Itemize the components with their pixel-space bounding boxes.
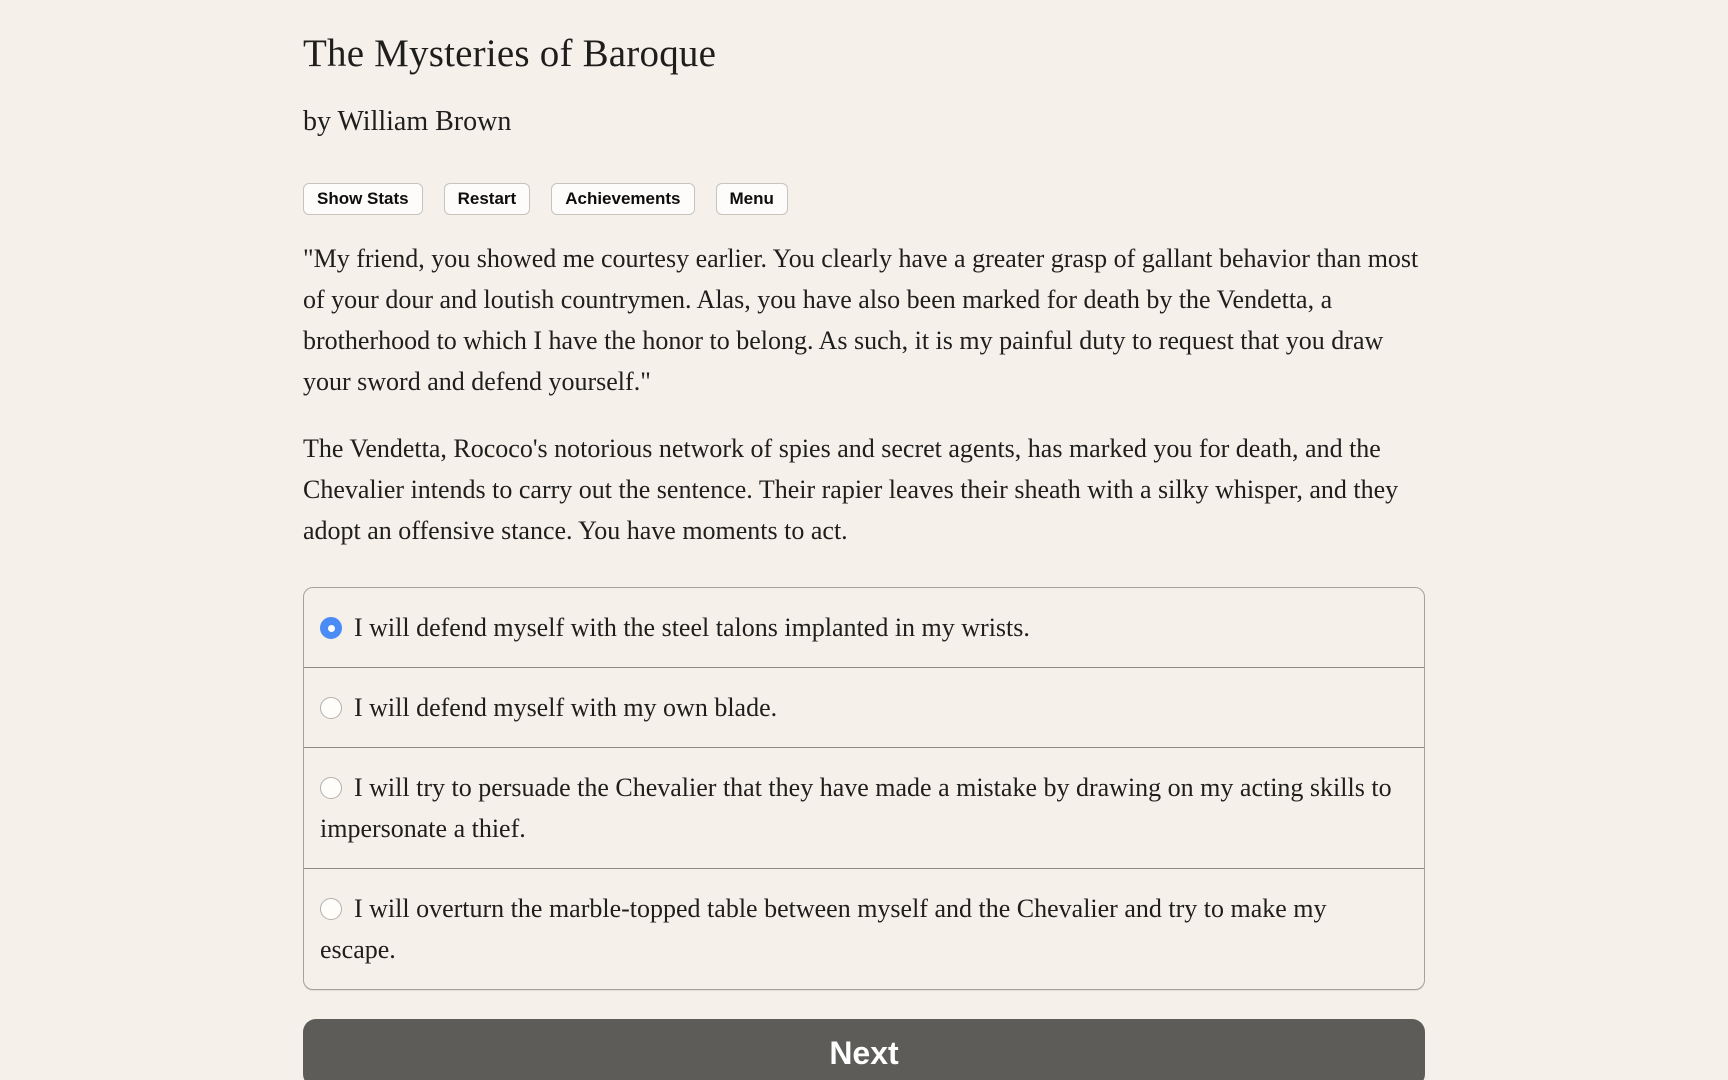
game-page	[303, 0, 1425, 1080]
story-paragraph: "My friend, you showed me courtesy earlier. You clearly have a greater grasp of gallant behavior than most of your dour and loutish countrymen. Alas, you have also been marked for death by the Vendetta, a brotherhood to which I have the honor to belong. As such, it is my painful duty to request that you draw your sword and defend yourself."	[303, 244, 1419, 396]
restart-button[interactable]: Restart	[444, 183, 531, 215]
choice-option-3[interactable]	[304, 868, 1424, 989]
menu-button[interactable]: Menu	[716, 183, 788, 215]
choice-option-2[interactable]	[304, 747, 1424, 868]
achievements-button[interactable]: Achievements	[551, 183, 694, 215]
story-text	[303, 238, 1425, 551]
toolbar	[303, 183, 1425, 215]
choice-label: I will overturn the marble-topped table between myself and the Chevalier and try to make my escape.	[320, 894, 1327, 964]
radio-button-icon[interactable]	[320, 697, 342, 719]
choice-label: I will defend myself with my own blade.	[354, 693, 778, 722]
radio-button-icon[interactable]	[320, 898, 342, 920]
radio-button-icon[interactable]	[320, 777, 342, 799]
choice-label: I will defend myself with the steel talons implanted in my wrists.	[354, 613, 1030, 642]
story-paragraph: The Vendetta, Rococo's notorious network of spies and secret agents, has marked you for death, and the Chevalier intends to carry out the sentence. Their rapier leaves their sheath with a silky whisper, and they adopt an offensive stance. You have moments to act.	[303, 434, 1399, 545]
choice-option-0[interactable]	[304, 588, 1424, 667]
page-title: The Mysteries of Baroque	[303, 32, 717, 75]
next-button[interactable]: Next	[303, 1019, 1425, 1080]
show-stats-button[interactable]: Show Stats	[303, 183, 423, 215]
choice-option-1[interactable]	[304, 667, 1424, 747]
choice-label: I will try to persuade the Chevalier that they have made a mistake by drawing on my acting skills to impersonate a thief.	[320, 773, 1392, 843]
radio-button-icon[interactable]	[320, 617, 342, 639]
author-byline: by William Brown	[303, 106, 512, 137]
choice-list	[303, 587, 1425, 990]
